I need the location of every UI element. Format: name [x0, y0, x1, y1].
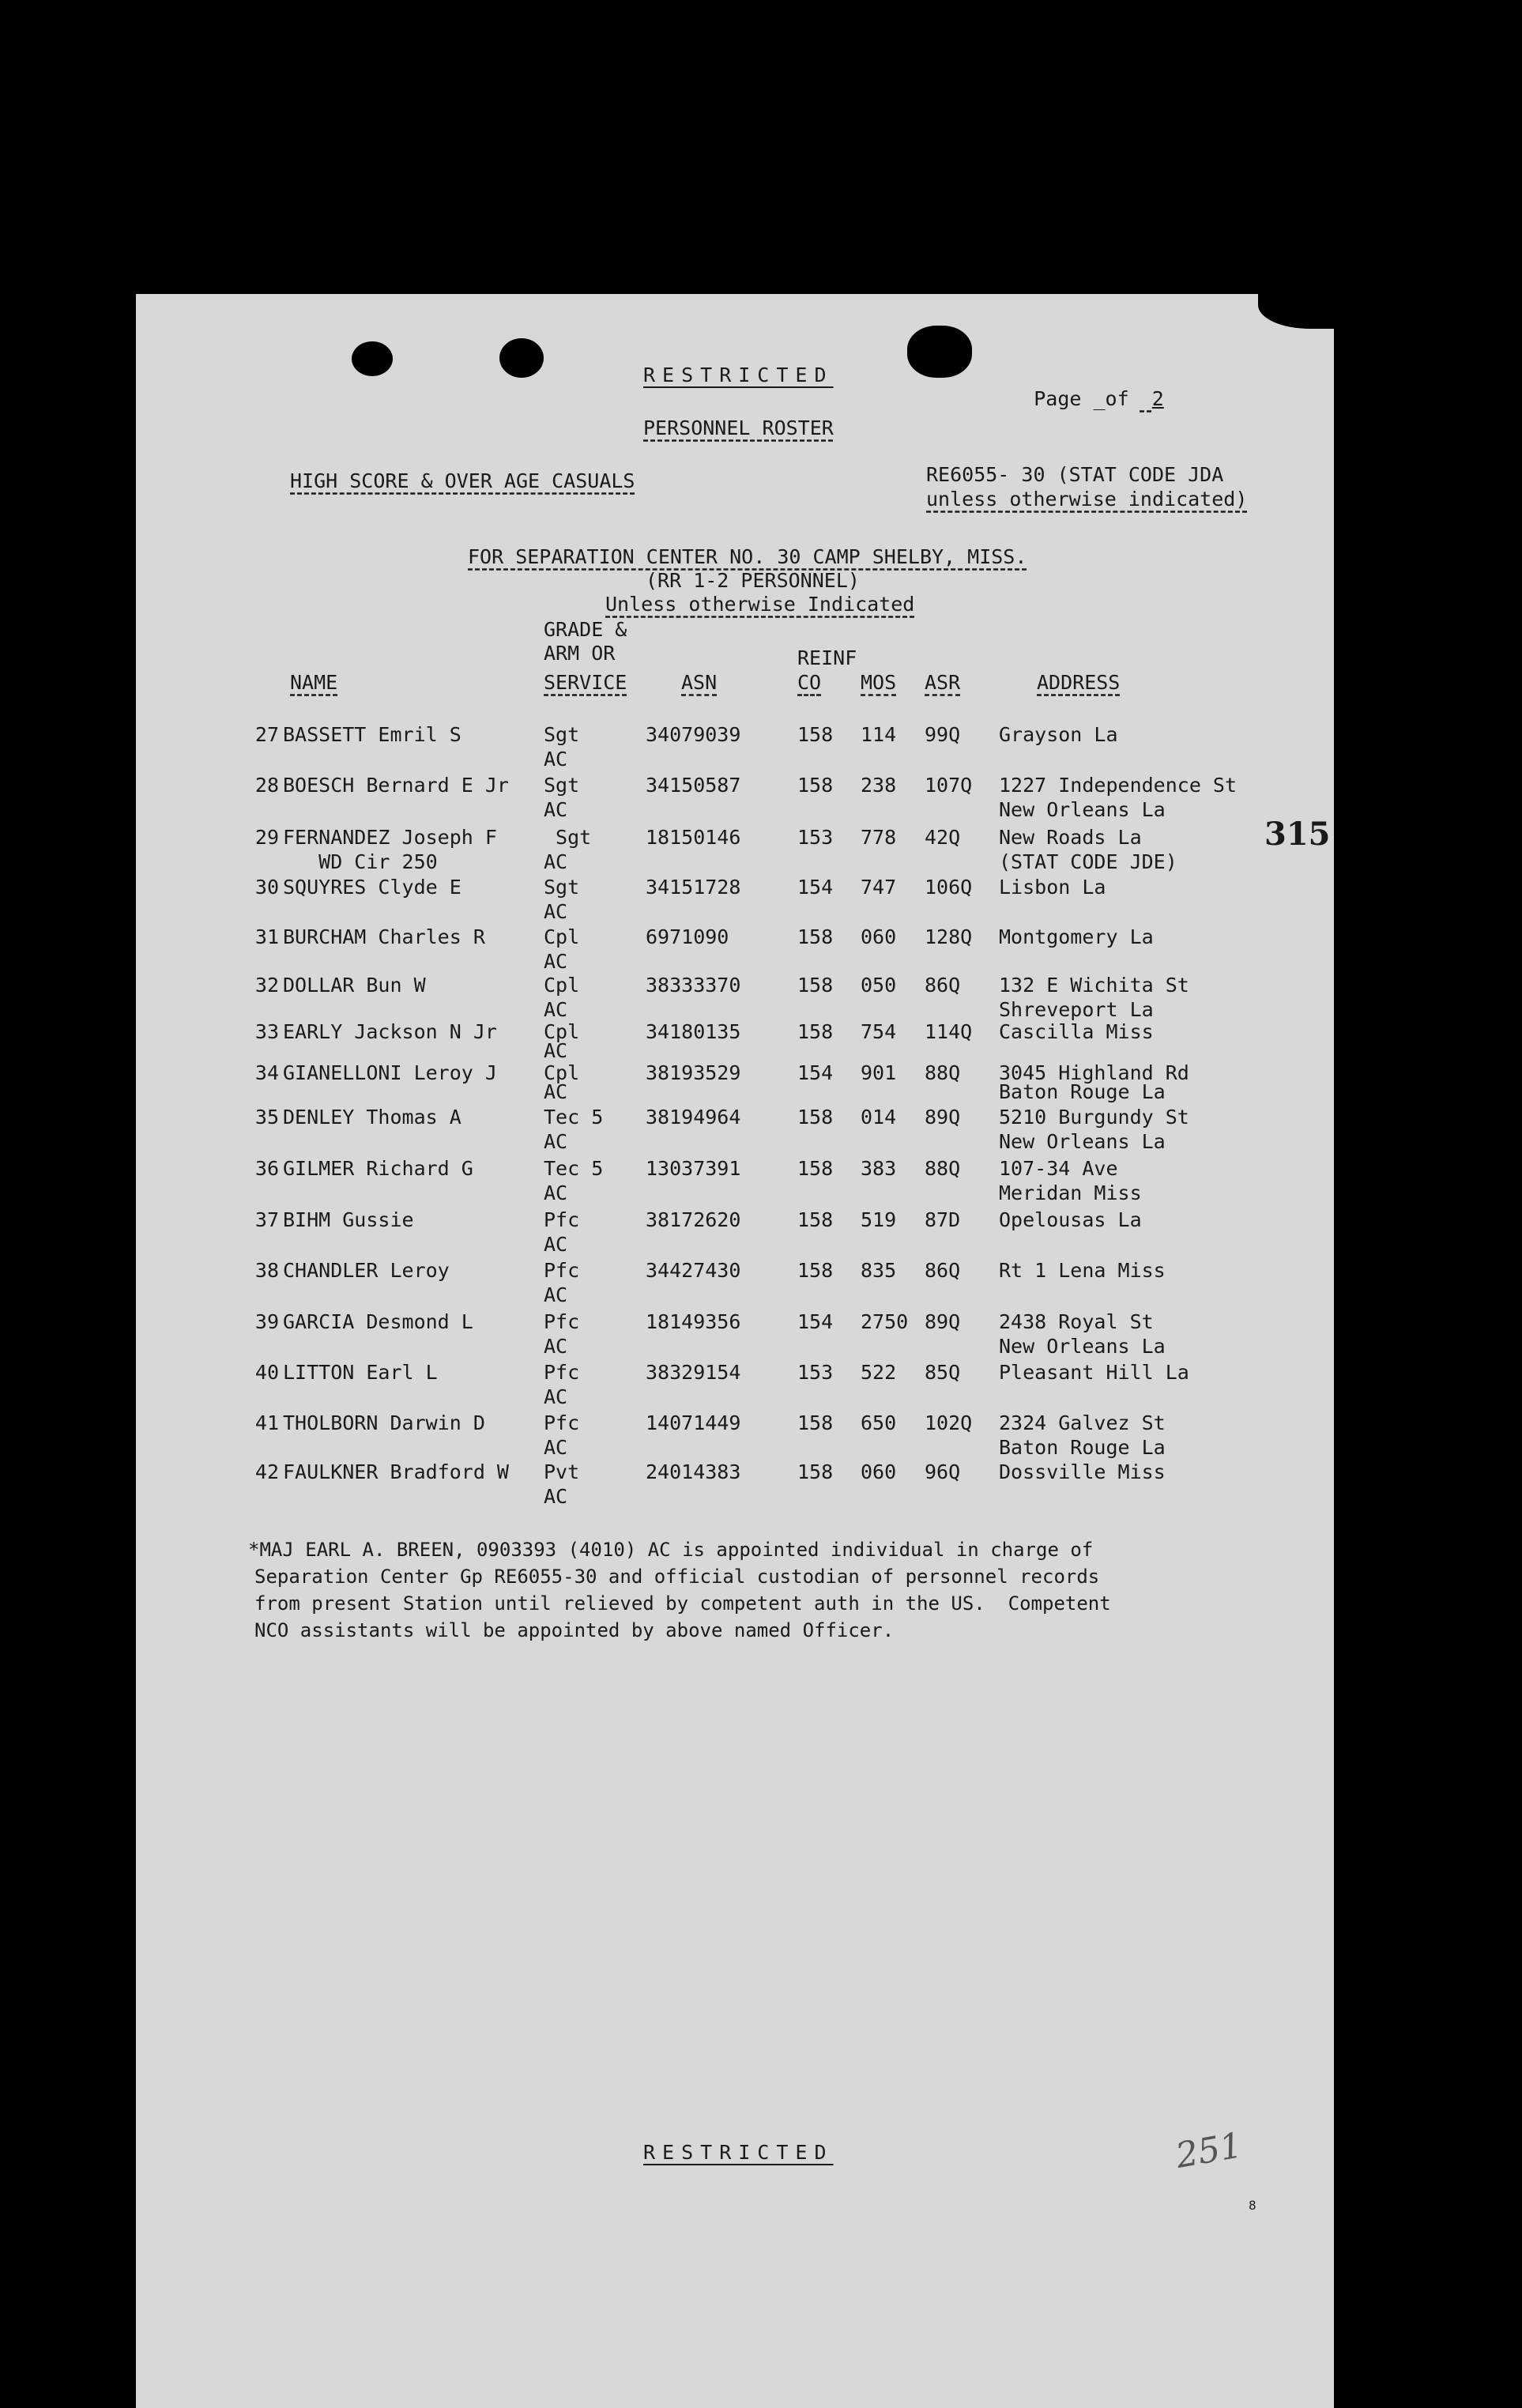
row-address-1: Grayson La [999, 723, 1118, 746]
row-grade: Cpl [544, 974, 580, 997]
classification-bottom: RESTRICTED [643, 2141, 834, 2164]
row-arm: AC [544, 1130, 568, 1153]
row-number: 28 [254, 774, 279, 797]
col-reinf: REINF [797, 646, 857, 669]
row-asr: 88Q [925, 1157, 961, 1180]
row-name: SQUYRES Clyde E [283, 876, 461, 899]
row-co: 158 [797, 925, 834, 948]
center-line-2: (RR 1-2 PERSONNEL) [646, 569, 860, 592]
punch-hole-left [352, 341, 393, 376]
row-asn: 34079039 [646, 723, 741, 746]
row-asr: 106Q [925, 876, 973, 899]
row-arm: AC [544, 1485, 568, 1508]
page-indicator: Page _of 2 [1034, 387, 1164, 410]
row-asr: 114Q [925, 1020, 973, 1043]
roster-row [136, 925, 1334, 977]
row-grade: Pvt [544, 1460, 580, 1483]
roster-row [136, 1156, 1334, 1208]
row-name: BOESCH Bernard E Jr [283, 774, 509, 797]
row-address-1: 5210 Burgundy St [999, 1106, 1189, 1129]
row-asn: 18150146 [646, 826, 741, 849]
row-number: 39 [254, 1310, 279, 1333]
document-page [136, 294, 1334, 2408]
row-address-1: Pleasant Hill La [999, 1361, 1189, 1384]
row-arm: AC [544, 748, 568, 771]
row-mos: 901 [861, 1061, 897, 1084]
row-mos: 754 [861, 1020, 897, 1043]
row-co: 153 [797, 1361, 834, 1384]
row-asn: 38172620 [646, 1208, 741, 1231]
row-asr: 99Q [925, 723, 961, 746]
row-grade: Sgt [544, 826, 592, 849]
col-grade-3: SERVICE [544, 671, 627, 694]
col-asn: ASN [681, 671, 718, 694]
row-address-1: Rt 1 Lena Miss [999, 1259, 1166, 1282]
col-grade-1: GRADE & [544, 618, 627, 641]
code-line-2: unless otherwise indicated) [926, 488, 1248, 511]
row-address-2: (STAT CODE JDE) [999, 850, 1177, 873]
row-number: 35 [254, 1106, 279, 1129]
row-name: FERNANDEZ Joseph F [283, 826, 497, 849]
corner-mark: 8 [1249, 2198, 1256, 2213]
row-name: BURCHAM Charles R [283, 925, 485, 948]
row-mos: 014 [861, 1106, 897, 1129]
row-name: THOLBORN Darwin D [283, 1411, 485, 1434]
row-mos: 522 [861, 1361, 897, 1384]
row-asr: 96Q [925, 1460, 961, 1483]
row-arm: AC [544, 1335, 568, 1358]
row-grade: Pfc [544, 1208, 580, 1231]
roster-row [136, 1411, 1334, 1463]
row-number: 33 [254, 1020, 279, 1043]
roster-row [136, 722, 1334, 774]
row-number: 27 [254, 723, 279, 746]
row-mos: 519 [861, 1208, 897, 1231]
col-grade-2: ARM OR [544, 642, 616, 665]
row-asn: 14071449 [646, 1411, 741, 1434]
row-address-2: New Orleans La [999, 798, 1166, 821]
row-number: 36 [254, 1157, 279, 1180]
handwritten-number: 251 [1173, 2125, 1245, 2176]
row-name: BASSETT Emril S [283, 723, 461, 746]
row-address-1: Dossville Miss [999, 1460, 1166, 1483]
left-heading: HIGH SCORE & OVER AGE CASUALS [290, 469, 635, 492]
row-grade: Sgt [544, 774, 580, 797]
row-address-2: Baton Rouge La [999, 1080, 1166, 1103]
row-address-2: Meridan Miss [999, 1181, 1142, 1204]
row-grade: Cpl [544, 1061, 580, 1084]
row-name: GARCIA Desmond L [283, 1310, 473, 1333]
row-co: 154 [797, 1310, 834, 1333]
row-asr: 85Q [925, 1361, 961, 1384]
row-address-1: Cascilla Miss [999, 1020, 1154, 1043]
row-arm: AC [544, 850, 568, 873]
row-asr: 86Q [925, 1259, 961, 1282]
row-mos: 2750 [861, 1310, 909, 1333]
row-asr: 87D [925, 1208, 961, 1231]
row-address-1: 1227 Independence St [999, 774, 1238, 797]
row-arm: AC [544, 1233, 568, 1256]
row-number: 30 [254, 876, 279, 899]
roster-title: PERSONNEL ROSTER [643, 416, 834, 439]
page-of: of [1105, 387, 1129, 410]
row-name: FAULKNER Bradford W [283, 1460, 509, 1483]
row-grade: Cpl [544, 925, 580, 948]
row-mos: 114 [861, 723, 897, 746]
row-address-2: Shreveport La [999, 998, 1154, 1021]
row-asn: 34180135 [646, 1020, 741, 1043]
classification-top: RESTRICTED [643, 364, 834, 386]
row-address-1: Lisbon La [999, 876, 1106, 899]
row-name-note: WD Cir 250 [283, 850, 438, 873]
row-co: 154 [797, 1061, 834, 1084]
row-asn: 34427430 [646, 1259, 741, 1282]
row-address-1: Montgomery La [999, 925, 1154, 948]
row-co: 158 [797, 1157, 834, 1180]
row-name: BIHM Gussie [283, 1208, 414, 1231]
row-asr: 88Q [925, 1061, 961, 1084]
footnote-line-1: *MAJ EARL A. BREEN, 0903393 (4010) AC is appointed individual in charge of [248, 1539, 1094, 1561]
row-arm: AC [544, 1283, 568, 1306]
torn-corner [1258, 289, 1345, 329]
row-asn: 38194964 [646, 1106, 741, 1129]
roster-row [136, 1105, 1334, 1157]
row-mos: 835 [861, 1259, 897, 1282]
row-name: GIANELLONI Leroy J [283, 1061, 497, 1084]
row-grade: Pfc [544, 1411, 580, 1434]
stamp-number: 315 [1264, 816, 1331, 853]
row-arm: AC [544, 900, 568, 923]
row-name: DOLLAR Bun W [283, 974, 426, 997]
row-mos: 650 [861, 1411, 897, 1434]
row-address-1: 2324 Galvez St [999, 1411, 1166, 1434]
row-mos: 060 [861, 925, 897, 948]
col-mos: MOS [861, 671, 897, 694]
row-asn: 38333370 [646, 974, 741, 997]
row-arm: AC [544, 1385, 568, 1408]
row-asr: 107Q [925, 774, 973, 797]
row-grade: Cpl [544, 1020, 580, 1043]
row-co: 158 [797, 774, 834, 797]
row-co: 153 [797, 826, 834, 849]
row-address-2: Baton Rouge La [999, 1436, 1166, 1459]
code-line-1: RE6055- 30 (STAT CODE JDA [926, 463, 1224, 486]
row-asn: 34150587 [646, 774, 741, 797]
row-arm: AC [544, 1039, 568, 1062]
roster-row [136, 973, 1334, 1025]
row-address-1: Opelousas La [999, 1208, 1142, 1231]
roster-row [136, 1310, 1334, 1362]
punch-hole-center [499, 338, 544, 378]
roster-row [136, 1460, 1334, 1512]
row-mos: 060 [861, 1460, 897, 1483]
row-number: 42 [254, 1460, 279, 1483]
row-address-1: 107-34 Ave [999, 1157, 1118, 1180]
row-co: 158 [797, 1411, 834, 1434]
col-asr: ASR [925, 671, 961, 694]
row-number: 37 [254, 1208, 279, 1231]
col-co: CO [797, 671, 822, 694]
col-address: ADDRESS [1037, 671, 1121, 694]
row-address-1: 2438 Royal St [999, 1310, 1154, 1333]
row-asn: 13037391 [646, 1157, 741, 1180]
row-asn: 6971090 [646, 925, 729, 948]
row-asr: 89Q [925, 1310, 961, 1333]
roster-row [136, 1360, 1334, 1412]
row-number: 38 [254, 1259, 279, 1282]
row-co: 158 [797, 1259, 834, 1282]
row-grade: Tec 5 [544, 1157, 604, 1180]
row-arm: AC [544, 1436, 568, 1459]
row-address-2: New Orleans La [999, 1335, 1166, 1358]
row-arm: AC [544, 798, 568, 821]
row-mos: 747 [861, 876, 897, 899]
row-number: 40 [254, 1361, 279, 1384]
roster-row [136, 825, 1334, 877]
row-asr: 102Q [925, 1411, 973, 1434]
roster-row [136, 1258, 1334, 1310]
row-name: LITTON Earl L [283, 1361, 438, 1384]
roster-row [136, 1208, 1334, 1260]
punch-hole-right [907, 326, 972, 378]
row-arm: AC [544, 998, 568, 1021]
row-co: 158 [797, 1020, 834, 1043]
row-co: 158 [797, 1208, 834, 1231]
footnote-line-4: NCO assistants will be appointed by above named Officer. [254, 1619, 895, 1641]
row-mos: 050 [861, 974, 897, 997]
row-grade: Sgt [544, 723, 580, 746]
row-number: 41 [254, 1411, 279, 1434]
row-arm: AC [544, 1181, 568, 1204]
row-asr: 86Q [925, 974, 961, 997]
row-grade: Pfc [544, 1259, 580, 1282]
row-co: 158 [797, 1460, 834, 1483]
row-asn: 24014383 [646, 1460, 741, 1483]
footnote-line-3: from present Station until relieved by competent auth in the US. Competent [254, 1592, 1111, 1615]
row-address-1: 3045 Highland Rd [999, 1061, 1189, 1084]
row-grade: Tec 5 [544, 1106, 604, 1129]
row-asr: 42Q [925, 826, 961, 849]
row-co: 158 [797, 1106, 834, 1129]
row-address-1: 132 E Wichita St [999, 974, 1189, 997]
row-number: 31 [254, 925, 279, 948]
roster-row [136, 773, 1334, 825]
row-name: EARLY Jackson N Jr [283, 1020, 497, 1043]
row-name: CHANDLER Leroy [283, 1259, 450, 1282]
col-name: NAME [290, 671, 338, 694]
page-total: 2 [1151, 387, 1164, 410]
row-name: GILMER Richard G [283, 1157, 473, 1180]
row-address-1: New Roads La [999, 826, 1142, 849]
row-arm: AC [544, 950, 568, 973]
row-arm: AC [544, 1080, 568, 1103]
row-number: 32 [254, 974, 279, 997]
center-line-1: FOR SEPARATION CENTER NO. 30 CAMP SHELBY, MISS. [468, 545, 1027, 568]
row-mos: 778 [861, 826, 897, 849]
footnote-line-2: Separation Center Gp RE6055-30 and official custodian of personnel records [254, 1566, 1100, 1588]
row-co: 158 [797, 723, 834, 746]
row-grade: Pfc [544, 1361, 580, 1384]
row-asn: 38193529 [646, 1061, 741, 1084]
row-number: 34 [254, 1061, 279, 1084]
row-mos: 383 [861, 1157, 897, 1180]
row-asr: 128Q [925, 925, 973, 948]
page-label: Page [1034, 387, 1082, 410]
row-co: 154 [797, 876, 834, 899]
row-asn: 18149356 [646, 1310, 741, 1333]
row-number: 29 [254, 826, 279, 849]
roster-row [136, 875, 1334, 927]
row-co: 158 [797, 974, 834, 997]
row-asn: 34151728 [646, 876, 741, 899]
row-address-2: New Orleans La [999, 1130, 1166, 1153]
row-name: DENLEY Thomas A [283, 1106, 461, 1129]
row-grade: Pfc [544, 1310, 580, 1333]
row-grade: Sgt [544, 876, 580, 899]
row-asr: 89Q [925, 1106, 961, 1129]
center-line-3: Unless otherwise Indicated [605, 593, 915, 616]
row-asn: 38329154 [646, 1361, 741, 1384]
row-mos: 238 [861, 774, 897, 797]
